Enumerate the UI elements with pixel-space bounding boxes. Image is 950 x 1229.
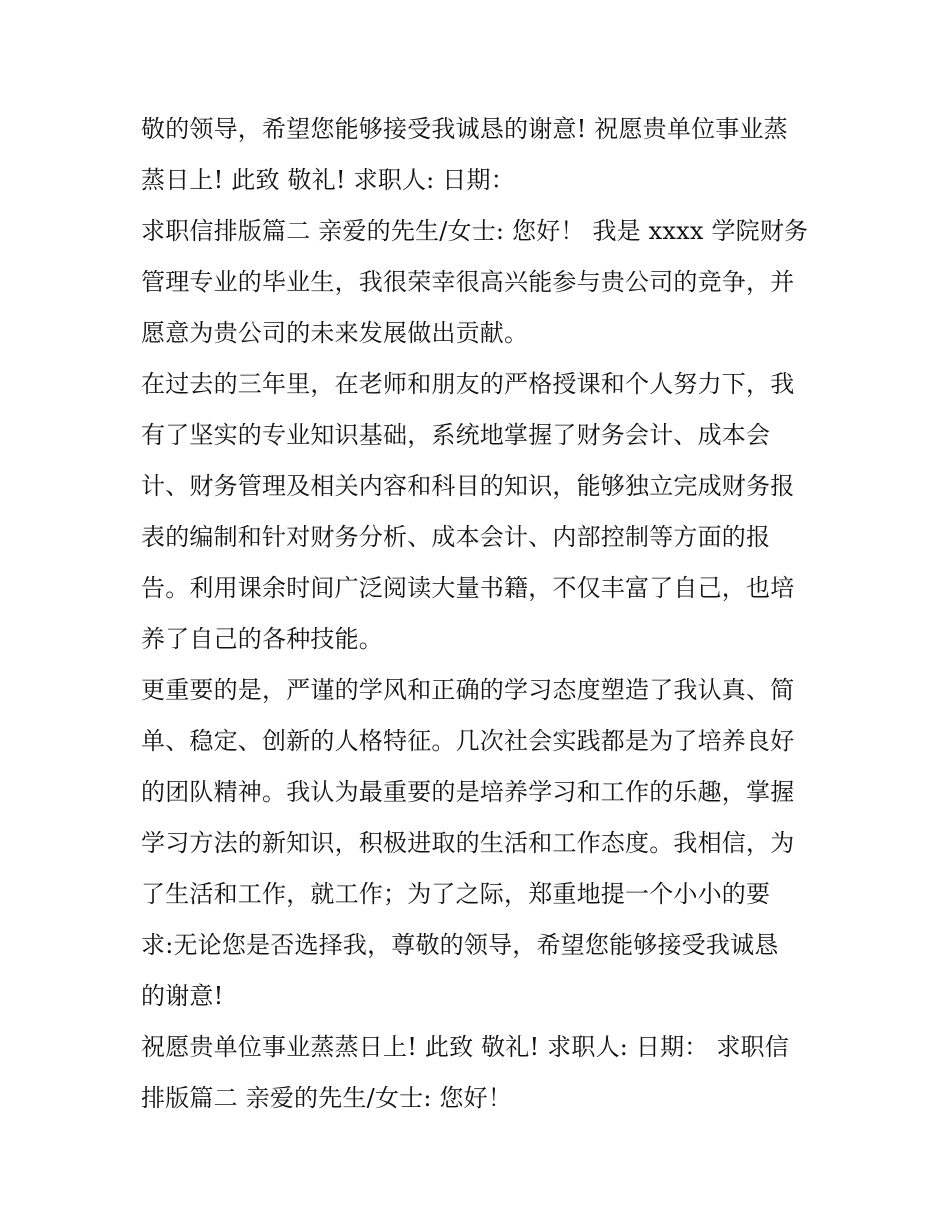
- text-line: 学习方法的新知识，积极进取的生活和工作态度。我相信，为: [141, 829, 795, 857]
- text-line: 单、稳定、创新的人格特征。几次社会实践都是为了培养良好: [141, 727, 795, 755]
- text-line: 了生活和工作，就工作；为了之际，郑重地提一个小小的要: [141, 880, 771, 908]
- text-line: 更重要的是，严谨的学风和正确的学习态度塑造了我认真、简: [141, 676, 795, 704]
- text-line: 愿意为贵公司的未来发展做出贡献。: [141, 319, 529, 347]
- text-line: 管理专业的毕业生，我很荣幸很高兴能参与贵公司的竞争，并: [141, 268, 795, 296]
- text-line: 有了坚实的专业知识基础，系统地掌握了财务会计、成本会: [141, 421, 771, 449]
- document-body: [141, 104, 821, 1124]
- text-line: 计、财务管理及相关内容和科目的知识，能够独立完成财务报: [141, 472, 795, 500]
- text-line: 在过去的三年里，在老师和朋友的严格授课和个人努力下，我: [141, 370, 795, 398]
- text-line: 养了自己的各种技能。: [141, 625, 383, 653]
- text-line: 蒸日上! 此致 敬礼! 求职人: 日期：: [141, 166, 515, 194]
- text-line: 表的编制和针对财务分析、成本会计、内部控制等方面的报: [141, 523, 771, 551]
- text-line: 排版篇二 亲爱的先生/女士: 您好！: [141, 1084, 513, 1112]
- text-line: 告。利用课余时间广泛阅读大量书籍，不仅丰富了自己，也培: [141, 574, 795, 602]
- text-line: 的团队精神。我认为最重要的是培养学习和工作的乐趣，掌握: [141, 778, 795, 806]
- text-line: 求职信排版篇二 亲爱的先生/女士: 您好！ 我是 xxxx 学院财务: [141, 217, 809, 245]
- text-line: 求:无论您是否选择我，尊敬的领导，希望您能够接受我诚恳: [141, 931, 779, 959]
- text-line: 敬的领导，希望您能够接受我诚恳的谢意! 祝愿贵单位事业蒸: [141, 115, 788, 143]
- text-line: 的谢意!: [141, 982, 224, 1010]
- text-line: 祝愿贵单位事业蒸蒸日上! 此致 敬礼! 求职人: 日期： 求职信: [141, 1033, 789, 1061]
